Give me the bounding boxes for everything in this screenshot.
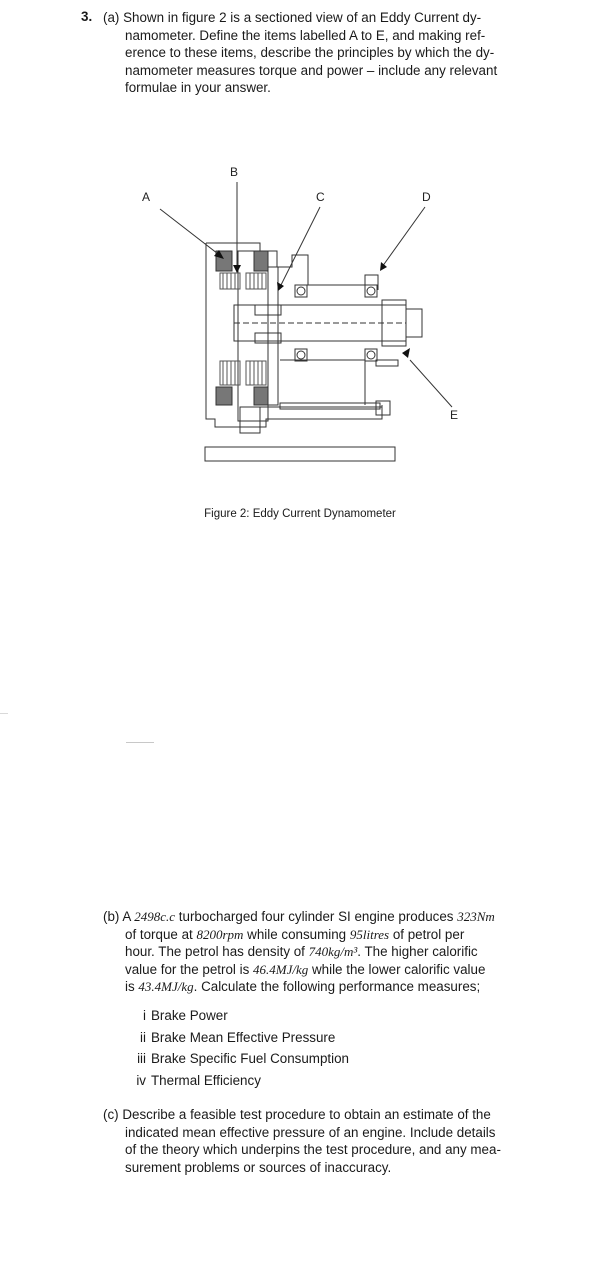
figure-label-e: E <box>450 408 459 422</box>
list-item-label: i <box>143 1008 146 1023</box>
speed-value: 8200rpm <box>196 926 244 942</box>
part-c-line-2: indicated mean effective pressure of an engine. Include details <box>125 1124 496 1140</box>
list-item <box>128 1048 349 1070</box>
scan-mark <box>0 713 8 714</box>
figure-label-b: B <box>230 165 239 179</box>
part-c-line-4: surement problems or sources of inaccuracy. <box>125 1159 392 1175</box>
lower-calorific-value: 43.4MJ/kg <box>138 979 194 994</box>
part-b-label: (b) <box>103 909 120 924</box>
part-c <box>103 1106 533 1176</box>
part-a-line-4: namometer measures torque and power – include any relevant <box>125 62 498 78</box>
scan-mark <box>126 742 154 743</box>
part-b <box>103 908 533 996</box>
list-item-label: ii <box>140 1029 146 1045</box>
dynamometer-figure <box>120 155 470 475</box>
fuel-density: 740kg/m³ <box>308 944 358 959</box>
part-a-label: (a) <box>103 10 120 25</box>
part-b-text: turbocharged four cylinder SI engine produces <box>175 909 458 924</box>
leader-arrows <box>214 250 410 358</box>
part-c-line-3: of the theory which underpins the test procedure, and any mea- <box>125 1142 501 1157</box>
figure-caption: Figure 2: Eddy Current Dynamometer <box>204 508 396 520</box>
part-b-text: of torque at <box>125 926 197 942</box>
part-b-text: A <box>122 909 135 924</box>
part-b-text: value for the petrol is <box>125 961 254 977</box>
higher-calorific-value: 46.4MJ/kg <box>253 961 309 977</box>
dynamometer-section <box>160 182 452 461</box>
list-item-text: Thermal Efficiency <box>151 1072 261 1088</box>
question-number: 3. <box>81 9 93 24</box>
figure-label-a: A <box>142 190 151 204</box>
part-a-line-1: Shown in figure 2 is a sectioned view of an Eddy Current dy- <box>123 10 482 25</box>
performance-measures-list <box>128 1005 349 1091</box>
part-a <box>103 9 533 97</box>
torque-value: 323Nm <box>457 909 495 924</box>
part-b-text: while the lower calorific value <box>308 961 486 977</box>
list-item-label: iv <box>136 1072 146 1088</box>
part-a-line-5: formulae in your answer. <box>125 80 271 95</box>
list-item <box>128 1005 349 1027</box>
list-item-label: iii <box>137 1051 146 1066</box>
part-b-text: while consuming <box>243 926 350 942</box>
list-item-text: Brake Specific Fuel Consumption <box>151 1051 349 1066</box>
part-c-label: (c) <box>103 1107 119 1122</box>
figure-label-d: D <box>422 190 431 204</box>
figure-label-c: C <box>316 190 325 204</box>
part-b-text: is <box>125 979 139 994</box>
part-b-text: . The higher calorific <box>357 944 478 959</box>
engine-capacity: 2498c.c <box>134 909 176 924</box>
part-c-line-1: Describe a feasible test procedure to obtain an estimate of the <box>122 1107 491 1122</box>
part-b-text: hour. The petrol has density of <box>125 944 309 959</box>
part-b-text: . Calculate the following performance measures; <box>193 979 481 994</box>
fuel-volume: 95litres <box>349 926 390 942</box>
part-a-line-3: erence to these items, describe the principles by which the dy- <box>125 45 495 60</box>
list-item <box>128 1027 349 1049</box>
part-b-text: of petrol per <box>389 926 465 942</box>
list-item-text: Brake Power <box>151 1008 228 1023</box>
list-item <box>128 1070 349 1092</box>
part-a-line-2: namometer. Define the items labelled A to E, and making ref- <box>125 27 486 43</box>
list-item-text: Brake Mean Effective Pressure <box>151 1029 336 1045</box>
